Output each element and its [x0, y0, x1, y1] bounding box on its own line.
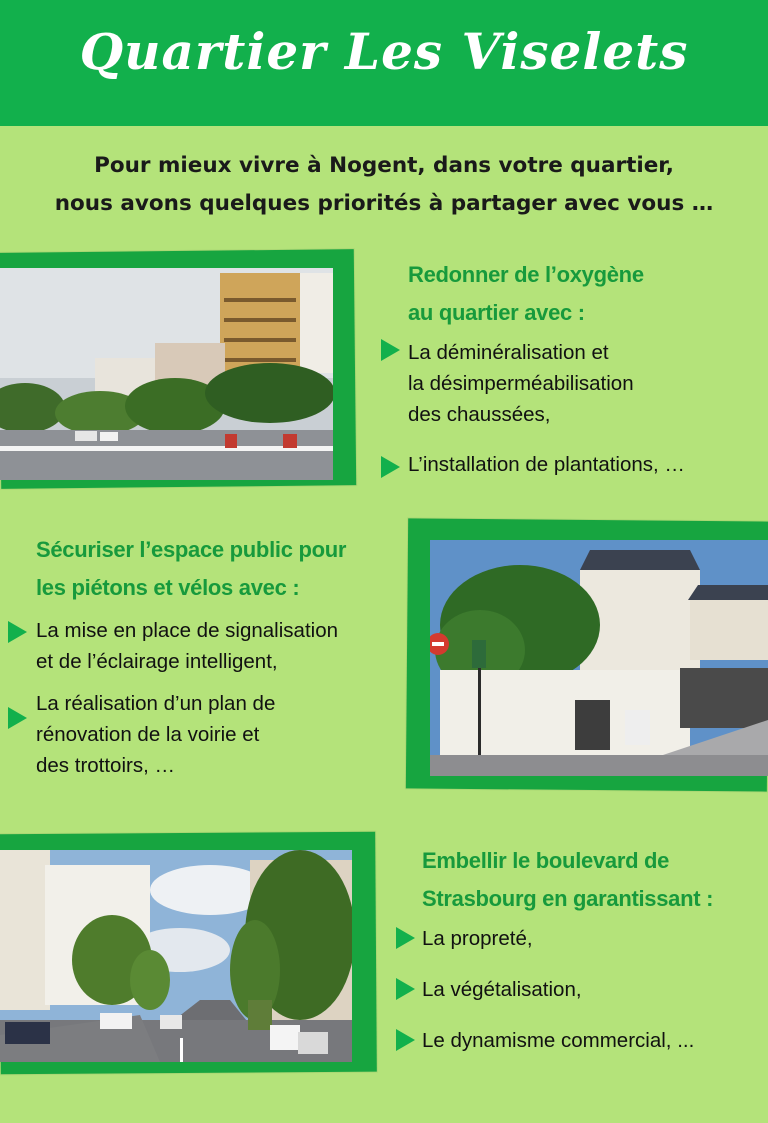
intro-line-1: Pour mieux vivre à Nogent, dans votre quartier, [94, 153, 674, 178]
bullet-line: L’installation de plantations, … [408, 453, 685, 476]
section-3-bullet-3 [422, 1025, 694, 1056]
bullet-line: La mise en place de signalisation [36, 619, 338, 642]
play-arrow-icon [396, 927, 415, 949]
bullet-line: rénovation de la voirie et [36, 723, 260, 746]
section-3-heading-line: Strasbourg en garantissant : [422, 886, 714, 911]
section-3-heading [422, 842, 713, 918]
section-2-bullet-1 [36, 615, 338, 677]
play-arrow-icon [8, 707, 27, 729]
bullet-line: La propreté, [422, 927, 533, 950]
header-banner [0, 0, 768, 126]
section-2-heading [36, 531, 346, 607]
section-1-heading-line: Redonner de l’oxygène [408, 262, 644, 287]
section-2-bullet-2 [36, 688, 275, 781]
bullet-line: La déminéralisation et [408, 341, 609, 364]
bullet-line: des chaussées, [408, 403, 551, 426]
street-photo-2 [430, 540, 768, 776]
play-arrow-icon [396, 978, 415, 1000]
bullet-line: la désimperméabilisation [408, 372, 634, 395]
bullet-line: Le dynamisme commercial, ... [422, 1029, 695, 1052]
section-3-heading-line: Embellir le boulevard de [422, 848, 670, 873]
play-arrow-icon [381, 456, 400, 478]
bullet-line: La végétalisation, [422, 978, 582, 1001]
bullet-line: des trottoirs, … [36, 754, 175, 777]
page-title: Quartier Les Viselets [79, 22, 689, 81]
play-arrow-icon [8, 621, 27, 643]
section-2-heading-line: les piétons et vélos avec : [36, 575, 300, 600]
street-photo-3 [0, 850, 352, 1062]
bullet-line: et de l’éclairage intelligent, [36, 650, 278, 673]
bullet-line: La réalisation d’un plan de [36, 692, 276, 715]
street-photo-1 [0, 268, 333, 480]
section-3-bullet-2 [422, 974, 582, 1005]
section-2-heading-line: Sécuriser l’espace public pour [36, 537, 347, 562]
section-1-bullet-2 [408, 449, 685, 480]
intro-line-2: nous avons quelques priorités à partager avec vous … [54, 191, 714, 216]
play-arrow-icon [396, 1029, 415, 1051]
section-1-heading [408, 256, 644, 332]
intro-text [0, 147, 768, 223]
section-1-bullet-1 [408, 337, 634, 430]
play-arrow-icon [381, 339, 400, 361]
section-3-bullet-1 [422, 923, 533, 954]
section-1-heading-line: au quartier avec : [408, 300, 585, 325]
